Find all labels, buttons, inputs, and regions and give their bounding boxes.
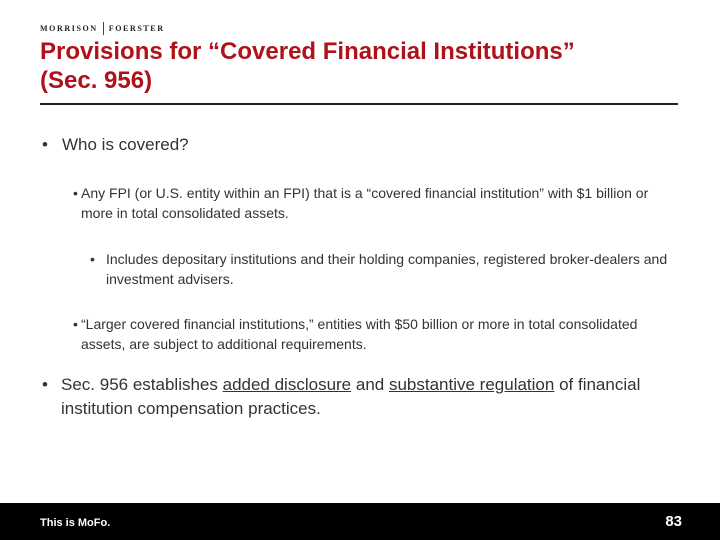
sec956-text-pre: Sec. 956 establishes xyxy=(61,375,223,394)
page-number: 83 xyxy=(665,513,682,530)
bullet-includes xyxy=(90,249,668,289)
bullet-fpi xyxy=(73,183,673,223)
slide-title-line2: (Sec. 956) xyxy=(40,67,153,94)
title-divider xyxy=(40,103,678,105)
logo-morrison: MORRISON xyxy=(40,24,98,33)
bullet-larger-institutions xyxy=(73,314,673,354)
bullet-sec-956 xyxy=(42,373,682,421)
footer-tagline: This is MoFo. xyxy=(40,517,111,529)
bullet-who-is-covered xyxy=(42,134,189,155)
bullet-dot-icon: • xyxy=(42,375,48,394)
sec956-text-post: of financial institution compensation practices. xyxy=(61,375,641,418)
bullet-text: “Larger covered financial institutions,” entities with $50 billion or more in total consolidated assets, are subject to additional requirements. xyxy=(81,316,638,352)
bullet-text: Who is covered? xyxy=(62,135,189,154)
bullet-text: Includes depositary institutions and their holding companies, registered broker-dealers and investment advisers. xyxy=(106,251,668,287)
bullet-dot-icon: • xyxy=(90,251,95,267)
footer-bar xyxy=(0,503,720,540)
logo-divider xyxy=(103,22,104,35)
bullet-dot-icon: • xyxy=(42,135,48,154)
bullet-dot-icon: • xyxy=(73,185,78,201)
slide-title-line1: Provisions for “Covered Financial Institutions” xyxy=(40,38,575,65)
logo-foerster: FOERSTER xyxy=(108,24,165,33)
bullet-dot-icon: • xyxy=(73,316,78,332)
bullet-text: Any FPI (or U.S. entity within an FPI) that is a “covered financial institution” with $1 billion or more in total consolidated assets. xyxy=(81,185,649,221)
substantive-regulation-underlined: substantive regulation xyxy=(388,375,555,394)
slide-title xyxy=(40,37,680,95)
sec956-text-mid: and xyxy=(351,375,389,394)
bullet-text xyxy=(42,373,682,421)
added-disclosure-underlined: added disclosure xyxy=(222,375,352,394)
company-logo xyxy=(40,22,165,35)
